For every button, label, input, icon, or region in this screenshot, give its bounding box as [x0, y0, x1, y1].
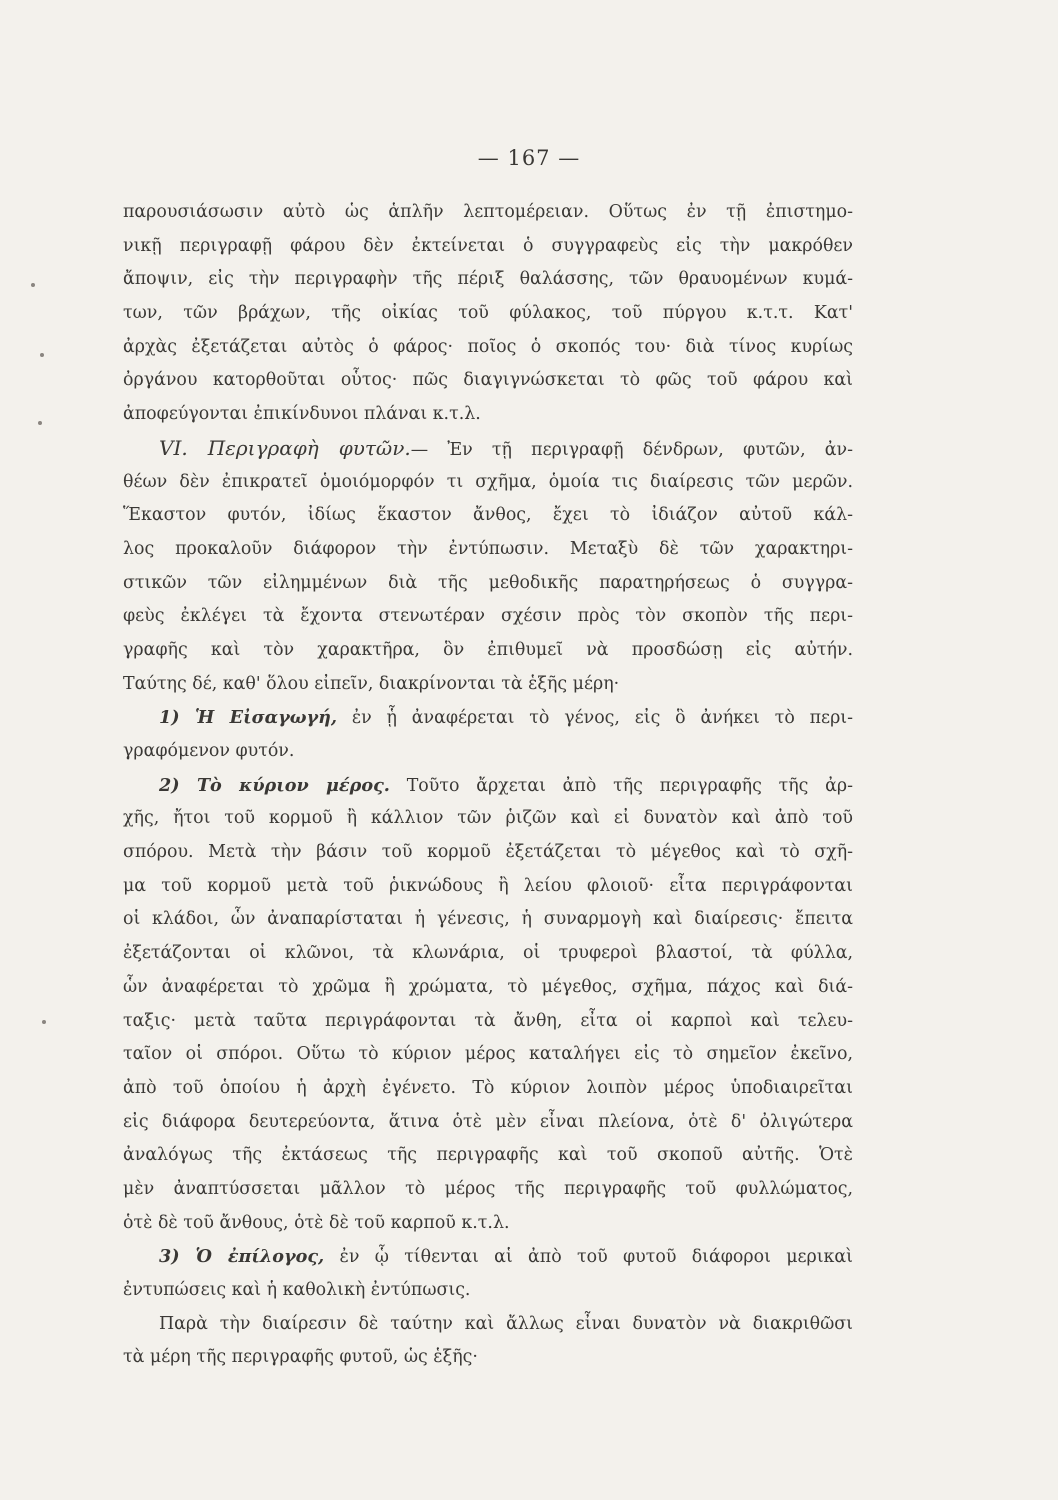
text-run: Τοῦτο ἄρχεται ἀπὸ τῆς περιγραφῆς τῆς ἀρ- [406, 775, 853, 796]
text-line: ὀργάνου κατορθοῦται οὗτος· πῶς διαγιγνώσκεται τὸ φῶς τοῦ φάρου καὶ [123, 370, 853, 391]
text-line: ἐντυπώσεις καὶ ἡ καθολικὴ ἐντύπωσις. [123, 1280, 471, 1300]
text-line: στικῶν τῶν εἰλημμένων διὰ τῆς μεθοδικῆς παρατηρήσεως ὁ συγγρα- [123, 572, 853, 593]
margin-mark [40, 353, 44, 357]
text-run: ἐν ᾗ ἀναφέρεται τὸ γένος, εἰς ὃ ἀνήκει τὸ περι- [351, 708, 853, 729]
text-line: Παρὰ τὴν διαίρεσιν δὲ ταύτην καὶ ἄλλως εἶναι δυνατὸν νὰ διακριθῶσι [159, 1313, 853, 1334]
text-line: ἄποψιν, εἰς τὴν περιγραφὴν τῆς πέριξ θαλάσσης, τῶν θραυομένων κυμά- [123, 269, 853, 290]
part-1-first-line [123, 701, 853, 735]
section-heading: VI. Περιγραφὴ φυτῶν. [159, 435, 411, 460]
text-line: μα τοῦ κορμοῦ μετὰ τοῦ ῥικνώδους ἢ λείου φλοιοῦ· εἶτα περιγράφονται [123, 875, 853, 896]
text-line: παρουσιάσωσιν αὐτὸ ὡς ἁπλῆν λεπτομέρειαν. Οὕτως ἐν τῇ ἐπιστημο- [123, 202, 853, 222]
text-line: λος προκαλοῦν διάφορον τὴν ἐντύπωσιν. Μεταξὺ δὲ τῶν χαρακτηρι- [123, 538, 853, 559]
text-line: εἰς διάφορα δευτερεύοντα, ἅτινα ὁτὲ μὲν εἶναι πλείονα, ὁτὲ δ' ὀλιγώτερα [123, 1111, 853, 1132]
text-line: ὁτὲ δὲ τοῦ ἄνθους, ὁτὲ δὲ τοῦ καρποῦ κ.τ.λ. [123, 1212, 510, 1233]
text-line: τὰ μέρη τῆς περιγραφῆς φυτοῦ, ὡς ἑξῆς· [123, 1347, 478, 1368]
section-vi-first-line [123, 432, 853, 466]
text-line: νικῇ περιγραφῇ φάρου δὲν ἐκτείνεται ὁ συγγραφεὺς εἰς τὴν μακρόθεν [123, 235, 853, 256]
text-line: ἀποφεύγονται ἐπικίνδυνοι πλάναι κ.τ.λ. [123, 404, 481, 425]
text-line: Ταύτης δέ, καθ' ὅλου εἰπεῖν, διακρίνονται τὰ ἑξῆς μέρη· [123, 673, 620, 694]
part-label: 1) Ἡ Εἰσαγωγή, [159, 707, 337, 729]
text-run: — Ἐν τῇ περιγραφῇ δένδρων, φυτῶν, ἀν- [410, 439, 854, 460]
text-line: φεὺς ἐκλέγει τὰ ἔχοντα στενωτέραν σχέσιν πρὸς τὸν σκοπὸν τῆς περι- [123, 606, 853, 627]
part-2-first-line [123, 769, 853, 803]
margin-mark [31, 283, 35, 287]
page-number: — 167 — [477, 146, 581, 170]
text-line: ὧν ἀναφέρεται τὸ χρῶμα ἢ χρώματα, τὸ μέγεθος, σχῆμα, πάχος καὶ διά- [123, 976, 853, 997]
text-run: ἐν ᾧ τίθενται αἱ ἀπὸ τοῦ φυτοῦ διάφοροι μερικαὶ [339, 1247, 853, 1268]
text-line: ἀναλόγως τῆς ἐκτάσεως τῆς περιγραφῆς καὶ τοῦ σκοποῦ αὐτῆς. Ὁτὲ [123, 1145, 853, 1166]
text-line: Ἕκαστον φυτόν, ἰδίως ἕκαστον ἄνθος, ἔχει τὸ ἰδιάζον αὐτοῦ κάλ- [123, 505, 853, 526]
text-line: των, τῶν βράχων, τῆς οἰκίας τοῦ φύλακος, τοῦ πύργου κ.τ.τ. Κατ' [123, 303, 853, 324]
text-line: γραφῆς καὶ τὸν χαρακτῆρα, ὃν ἐπιθυμεῖ νὰ προσδώσῃ εἰς αὐτήν. [123, 639, 853, 660]
part-label: 3) Ὁ ἐπίλογος, [159, 1246, 325, 1268]
text-line: ἀπὸ τοῦ ὁποίου ἡ ἀρχὴ ἐγένετο. Τὸ κύριον λοιπὸν μέρος ὑποδιαιρεῖται [123, 1077, 853, 1098]
text-line: ἐξετάζονται οἱ κλῶνοι, τὰ κλωνάρια, οἱ τρυφεροὶ βλαστοί, τὰ φύλλα, [123, 943, 853, 964]
text-line: θέων δὲν ἐπικρατεῖ ὁμοιόμορφόν τι σχῆμα, ὁμοία τις διαίρεσις τῶν μερῶν. [123, 471, 853, 492]
part-label: 2) Τὸ κύριον μέρος. [159, 774, 390, 796]
margin-mark [42, 1020, 46, 1024]
text-line: οἱ κλάδοι, ὧν ἀναπαρίσταται ἡ γένεσις, ἡ συναρμογὴ καὶ διαίρεσις· ἔπειτα [123, 909, 853, 930]
text-line: γραφόμενον φυτόν. [123, 741, 295, 761]
body-text [123, 196, 853, 1375]
text-line: ἀρχὰς ἐξετάζεται αὐτὸς ὁ φάρος· ποῖος ὁ σκοπός του· διὰ τίνος κυρίως [123, 336, 853, 357]
text-line: μὲν ἀναπτύσσεται μᾶλλον τὸ μέρος τῆς περιγραφῆς τοῦ φυλλώματος, [123, 1178, 853, 1199]
text-line: ταξις· μετὰ ταῦτα περιγράφονται τὰ ἄνθη, εἶτα οἱ καρποὶ καὶ τελευ- [123, 1010, 853, 1031]
text-line: ταῖον οἱ σπόροι. Οὕτω τὸ κύριον μέρος καταλήγει εἰς τὸ σημεῖον ἐκεῖνο, [123, 1044, 853, 1065]
text-line: χῆς, ἤτοι τοῦ κορμοῦ ἢ κάλλιον τῶν ῥιζῶν καὶ εἰ δυνατὸν καὶ ἀπὸ τοῦ [123, 808, 853, 829]
margin-mark [38, 421, 42, 425]
text-line: σπόρου. Μετὰ τὴν βάσιν τοῦ κορμοῦ ἐξετάζεται τὸ μέγεθος καὶ τὸ σχῆ- [123, 842, 853, 863]
part-3-first-line [123, 1240, 853, 1274]
